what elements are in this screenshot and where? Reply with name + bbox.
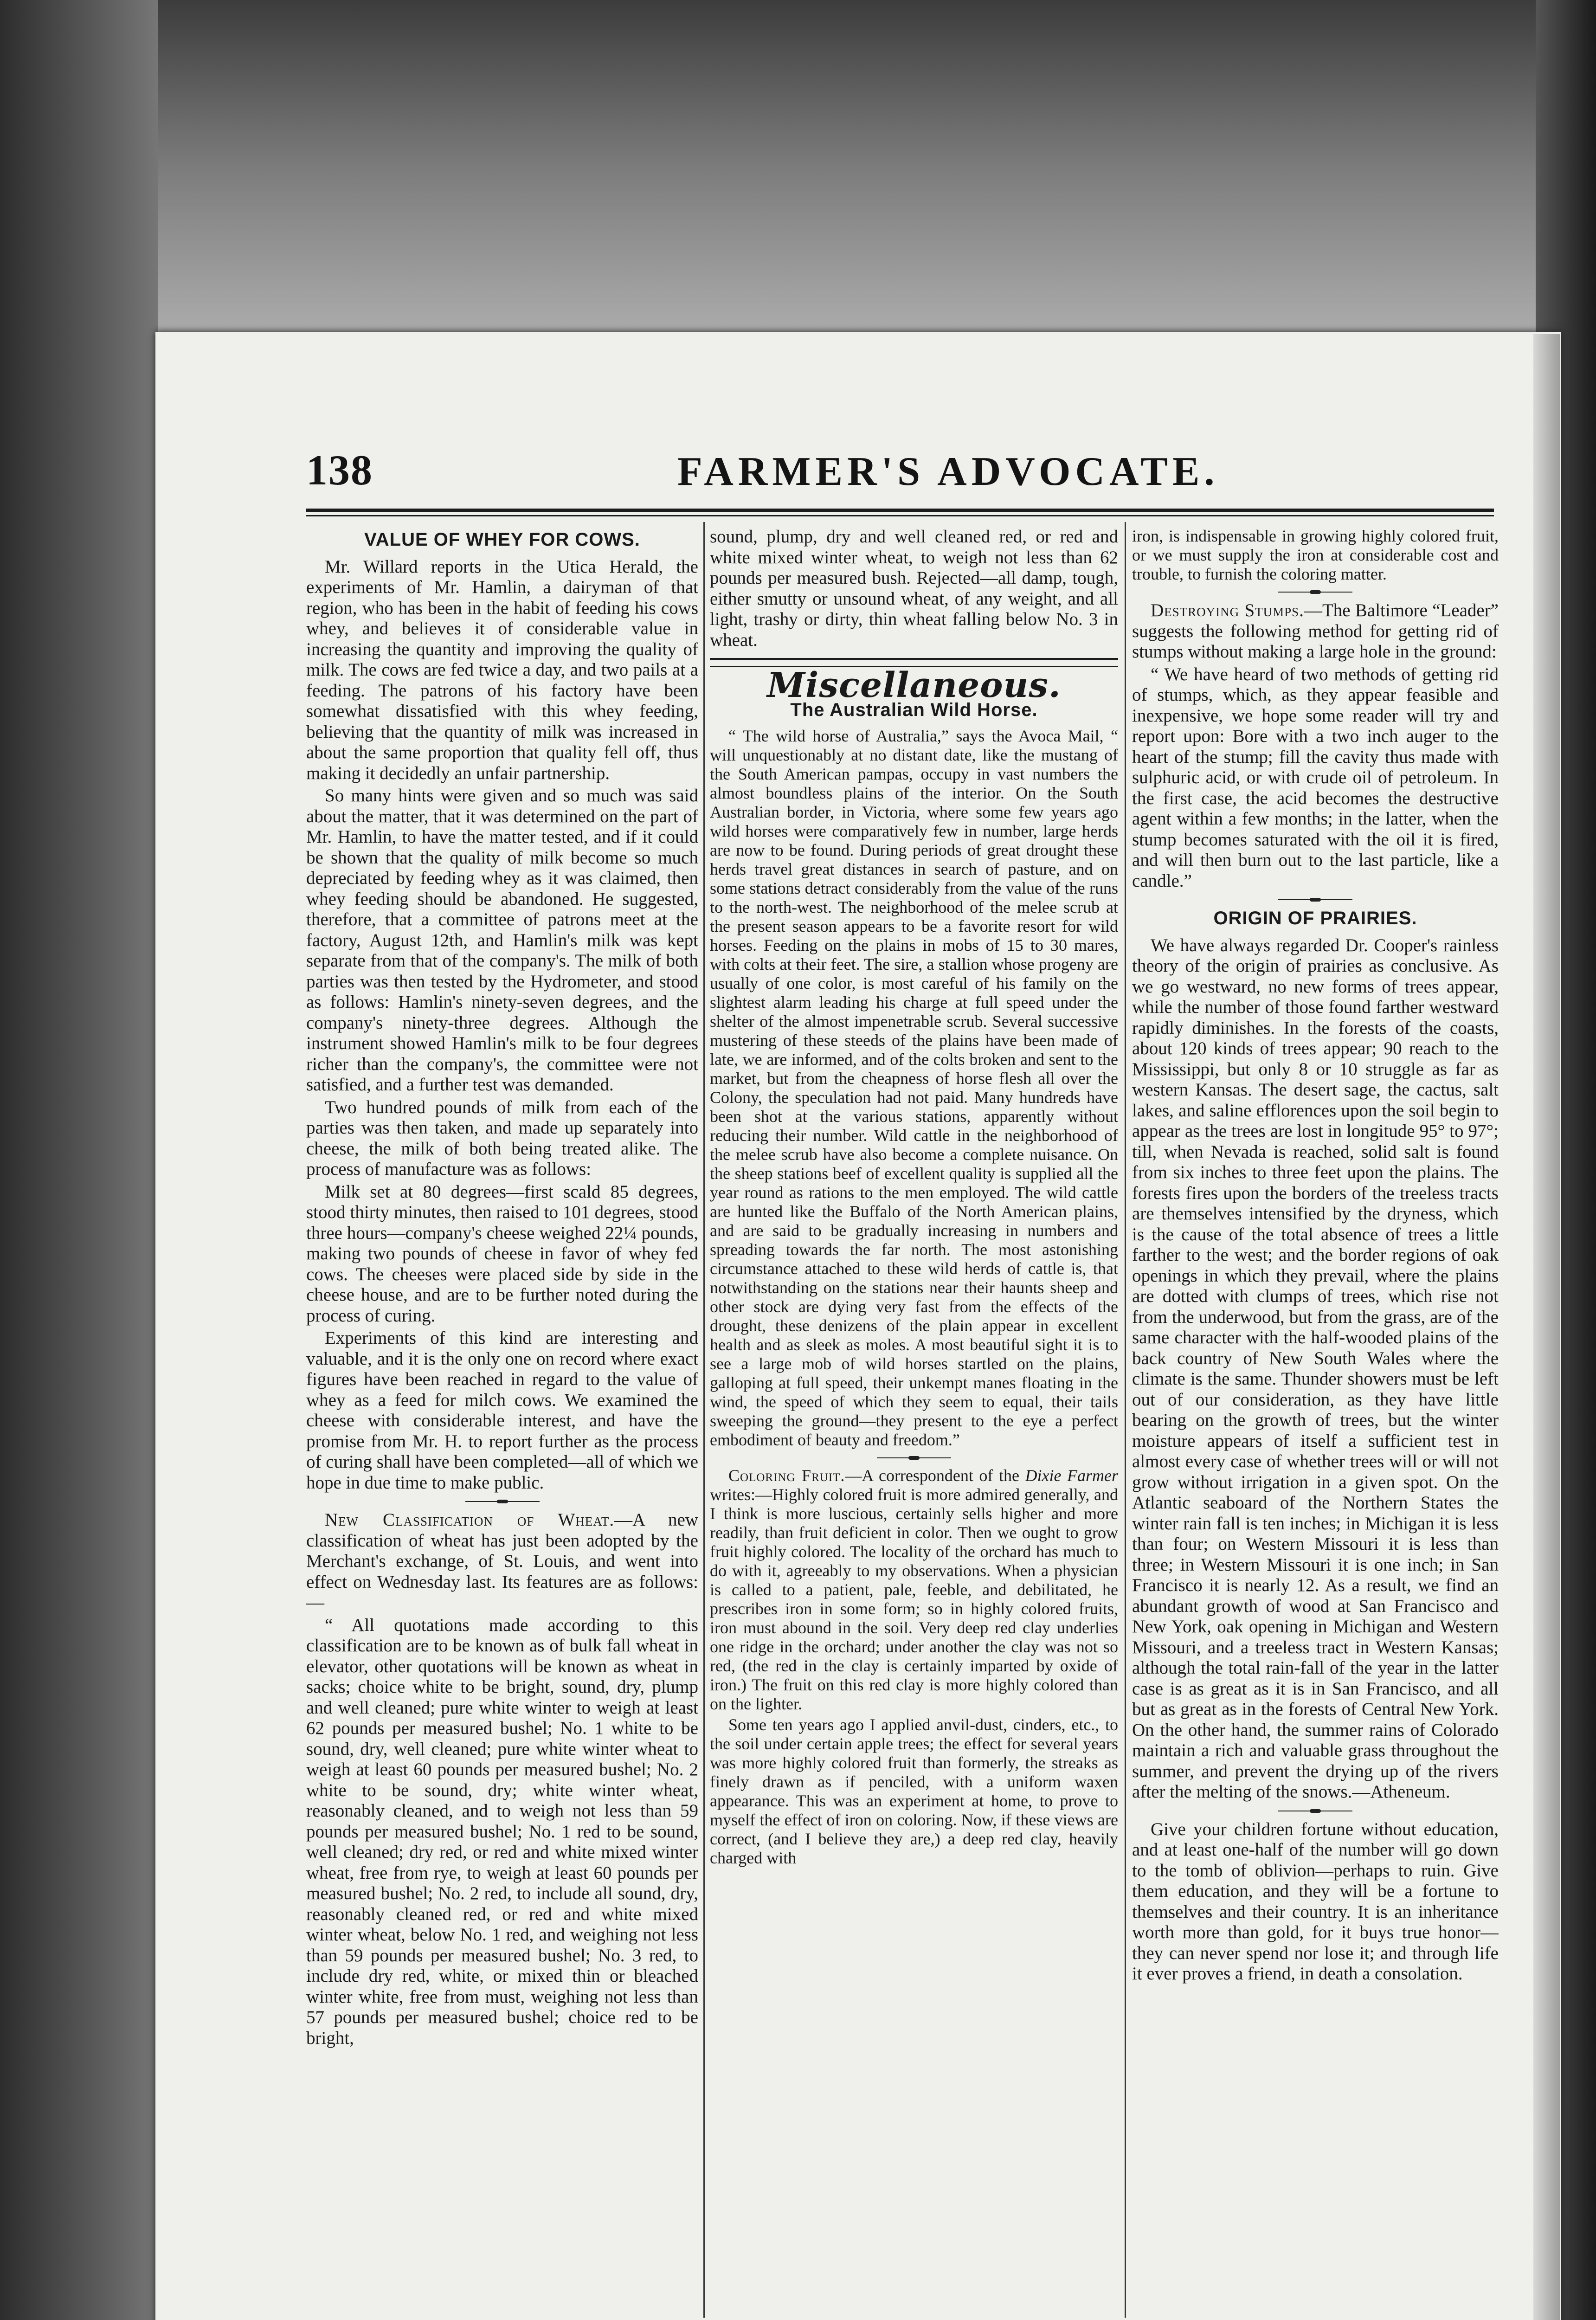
- article-paragraph: Two hundred pounds of milk from each of the parties was then taken, and made up separately into cheese, the milk of both being treated alike. The process of manufacture was as follows:: [306, 1097, 698, 1179]
- article-paragraph: New Classification of Wheat.—A new classification of wheat has just been adopted by the Merchant's exchange, of St. Louis, and went into effect on Wednesday last. Its features are as follows:—: [306, 1510, 698, 1612]
- section-divider: [1278, 1809, 1352, 1813]
- article-paragraph: Experiments of this kind are interesting and valuable, and it is the only one on record where exact figures have been reached in regard to the value of whey as a feed for milch cows. We examined the cheese with considerable interest, and have the promise from Mr. H. to report further as the process of curing shall have been completed—all of which we hope in due time to make public.: [306, 1328, 698, 1493]
- newspaper-title: FARMER'S ADVOCATE.: [677, 449, 1219, 494]
- run-in-heading: New Classification of Wheat.: [325, 1510, 615, 1530]
- section-divider: [877, 1456, 951, 1460]
- article-paragraph: Mr. Willard reports in the Utica Herald, the experiments of Mr. Hamlin, a dairyman of that region, who has been in the habit of feeding his cows whey, and believes it of considerable value in increasing the quantity and improving the quality of milk. The cows are fed twice a day, and two pails at a feeding. The patrons of his factory have been somewhat dissatisfied with this whey feeding, believing that the quantity of milk was increased in about the same proportion that quality fell off, thus making it decidedly an unfair partnership.: [306, 556, 698, 783]
- column-2: [710, 527, 1118, 2320]
- article-paragraph: Some ten years ago I applied anvil-dust, cinders, etc., to the soil under certain apple trees; the effect for several years was more highly colored fruit than formerly, the streaks as finely drawn as if penciled, with a uniform waxen appearance. This was an experiment at home, to prove to myself the effect of iron on coloring. Now, if these views are correct, (and I believe they are,) a deep red clay, heavily charged with: [710, 1715, 1118, 1867]
- section-banner: Miscellaneous.: [767, 665, 1061, 705]
- article-paragraph: iron, is indispensable in growing highly colored fruit, or we must supply the iron at considerable cost and trouble, to furnish the coloring matter.: [1132, 527, 1499, 583]
- page-edge-shadow: [1533, 334, 1560, 2320]
- article-paragraph: So many hints were given and so much was said about the matter, that it was determined on the part of Mr. Hamlin, to have the matter tested, and if it could be shown that the quality of milk become so much depreciated by feeding whey as it was claimed, then whey feeding should be abandoned. He suggested, therefore, that a committee of patrons meet at the factory, August 12th, and Hamlin's milk was kept separate from that of the company's. The milk of both parties was then tested by the Hydrometer, and stood as follows: Hamlin's ninety-seven degrees, and the company's ninety-three degrees. Although the instrument showed Hamlin's milk to be four degrees richer than the company's, the committee were not satisfied, and a further test was demanded.: [306, 786, 698, 1095]
- column-divider: [703, 522, 705, 2318]
- article-paragraph: Give your children fortune without education, and at least one-half of the number will go down to the tomb of oblivion—perhaps to ruin. Give them education, and they will be a fortune to themselves and their country. It is an inheritance worth more than gold, for it buys true honor—they can never spend nor lose it; and through life it ever proves a friend, in death a consolation.: [1132, 1819, 1499, 1984]
- article-heading: ORIGIN OF PRAIRIES.: [1213, 908, 1417, 928]
- article-heading: VALUE OF WHEY FOR COWS.: [364, 529, 640, 550]
- article-heading: The Australian Wild Horse.: [790, 699, 1038, 720]
- section-divider: [1278, 898, 1352, 902]
- article-paragraph: Milk set at 80 degrees—first scald 85 degrees, stood thirty minutes, then raised to 101 degrees, stood three hours—company's cheese weighed 22¼ pounds, making two pounds of cheese in favor of whey fed cows. The cheeses were placed side by side in the cheese house, and are to be further noted during the process of curing.: [306, 1181, 698, 1326]
- article-paragraph: “ All quotations made according to this classification are to be known as of bulk fall wheat in elevator, other quotations will be known as wheat in sacks; choice white to be bright, sound, dry, plump and well cleaned; pure white winter to weigh at least 62 pounds per measured bushel; No. 1 white to be sound, dry, well cleaned; pure white winter wheat to weigh at least 60 pounds per measured bushel; No. 2 white to be sound, dry; white winter wheat, reasonably cleaned, and to weigh not less than 59 pounds per measured bushel; No. 1 red to be sound, well cleaned; dry red, or red and white mixed winter wheat, free from rye, to weigh at least 60 pounds per measured bushel; No. 2 red, to include all sound, dry, reasonably cleaned red, or red and white mixed winter wheat, below No. 1 red, and weighing not less than 59 pounds per measured bushel; No. 3 red, to include dry red, white, or mixed thin or bleached winter white, free from must, weighing not less than 57 pounds per measured bushel; choice red to be bright,: [306, 1615, 698, 2048]
- scan-backdrop-left: [0, 0, 158, 2320]
- masthead: [306, 445, 1494, 506]
- publication-name: Dixie Farmer: [1025, 1466, 1118, 1485]
- page-number: 138: [306, 446, 373, 494]
- column-3: [1132, 527, 1499, 2320]
- run-in-heading: Coloring Fruit.: [728, 1466, 845, 1485]
- column-divider: [1125, 522, 1126, 2318]
- scan-backdrop-top: [0, 0, 1596, 380]
- masthead-rule-thin: [306, 515, 1494, 516]
- article-paragraph: Destroying Stumps.—The Baltimore “Leader” suggests the following method for getting rid of stumps without making a large hole in the ground:: [1132, 600, 1499, 662]
- column-1: [306, 527, 698, 2320]
- masthead-rule: [306, 509, 1494, 512]
- article-paragraph: “ The wild horse of Australia,” says the Avoca Mail, “ will unquestionably at no distant date, like the mustang of the South American pampas, occupy in vast numbers the almost boundless plains of the interior. On the South Australian border, in Victoria, where some few years ago wild horses were comparatively few in number, large herds are now to be found. During periods of great drought these herds travel great distances in search of pasture, and on some stations detract considerably from the value of the runs to the north-west. The neighborhood of the melee scrub at the present season appears to be a favorite resort for wild horses. Feeding on the plains in mobs of 15 to 30 mares, with colts at their feet. The sire, a stallion whose progeny are usually of one color, is most careful of his family on the slightest alarm leading his charge at full speed under the shelter of the almost impenetrable scrub. Several successive mustering of these steeds of the plains have been made of late, we are informed, and of the colts broken and sent to the market, but from the cheapness of horse flesh all over the Colony, the speculation had not paid. Many hundreds have been shot at the various stations, apparently without reducing their number. Wild cattle in the neighborhood of the melee scrub have also become a complete nuisance. On the sheep stations beef of excellent quality is supplied all the year round as rations to the men employed. The wild cattle are hunted like the Buffalo of the North American plains, and are said to be gradually increasing in numbers and spreading towards the far north. The most astonishing circumstance attached to these wild herds of cattle is, that notwithstanding on the stations near their haunts sheep and other stock are dying very fast from the effects of the drought, these denizens of the plain appear in excellent health and as sleek as moles. A most beautiful sight it is to see a large mob of wild horses startled on the plains, galloping at full speed, their unkempt manes floating in the wind, the speed of which they seem to equal, their tails sweeping the ground—they present to the eye a perfect embodiment of beauty and freedom.”: [710, 727, 1118, 1449]
- run-in-heading: Destroying Stumps.: [1151, 600, 1304, 620]
- article-paragraph: sound, plump, dry and well cleaned red, or red and white mixed winter wheat, to weigh not less than 62 pounds per measured bush. Rejected—all damp, tough, either smutty or unsound wheat, of any weight, and all light, trashy or dirty, thin wheat falling below No. 3 in wheat.: [710, 527, 1118, 650]
- section-divider: [1278, 590, 1352, 594]
- article-paragraph: Coloring Fruit.—A correspondent of the Dixie Farmer writes:—Highly colored fruit is more admired generally, and I think is more luscious, certainly sells higher and more readily, than fruit deficient in color. Then we ought to grow fruit highly colored. The locality of the orchard has much to do with it, agreeably to my observations. When a physician is called to a patient, pale, feeble, and debilitated, he prescribes iron in some form; so in highly colored fruits, iron must abound in the soil. Very deep red clay underlies one ridge in the orchard; under another the clay was not so red, (the red in the clay is certainly imparted by oxide of iron.) The fruit on this red clay is more highly colored than on the lighter.: [710, 1466, 1118, 1713]
- article-paragraph: We have always regarded Dr. Cooper's rainless theory of the origin of prairies as conclusive. As we go westward, no new forms of trees appear, while the number of those found farther westward rapidly diminishes. In the forests of the coasts, about 120 kinds of trees appear; 90 reach to the Mississippi, but only 8 or 10 struggle as far as western Kansas. The desert sage, the cactus, salt lakes, and saline efflorences upon the soil begin to appear as the trees are lost in longitude 95° to 97°; till, when Nevada is reached, solid salt is found from six inches to three feet upon the plains. The forests fires upon the borders of the treeless tracts are themselves intensified by the dryness, which is the cause of the total absence of trees a little farther to the west; and the border regions of oak openings in which they prevail, where the plains are dotted with clumps of trees, which rise not from the underwood, but from the grass, are of the same character with the half-wooded plains of the back country of New South Wales where the climate is the same. Thunder showers must be left out of our consideration, as they have little bearing on the growth of trees, but the winter moisture appears of itself a sufficient test in almost every case of whether trees will or will not grow without irrigation in a given spot. On the Atlantic seaboard of the Northern States the winter rain fall is ten inches; in Michigan it is less than four; on Western Missouri it is less than three; in Western Missouri it is one inch; in San Francisco it is nearly 12. As a result, we find an abundant growth of wood at San Francisco and New York, oak opening in Michigan and Western Missouri, and a treeless tract in Western Kansas; although the total rain-fall of the year in the latter case is as great as it is in San Francisco, and all but as great as in the forests of Central New York. On the other hand, the summer rains of Colorado maintain a rich and valuable grass throughout the summer, and prevent the drying up of the rivers after the melting of the snows.—Atheneum.: [1132, 935, 1499, 1802]
- article-paragraph: “ We have heard of two methods of getting rid of stumps, which, as they appear feasible and inexpensive, we hope some reader will try and report upon: Bore with a two inch auger to the heart of the stump; fill the cavity thus made with sulphuric acid, or with crude oil of petroleum. In the first case, the acid becomes the destructive agent within a few months; in the latter, when the stump becomes saturated with the oil it is fired, and will then burn out to the last particle, like a candle.”: [1132, 664, 1499, 891]
- section-divider: [465, 1500, 540, 1503]
